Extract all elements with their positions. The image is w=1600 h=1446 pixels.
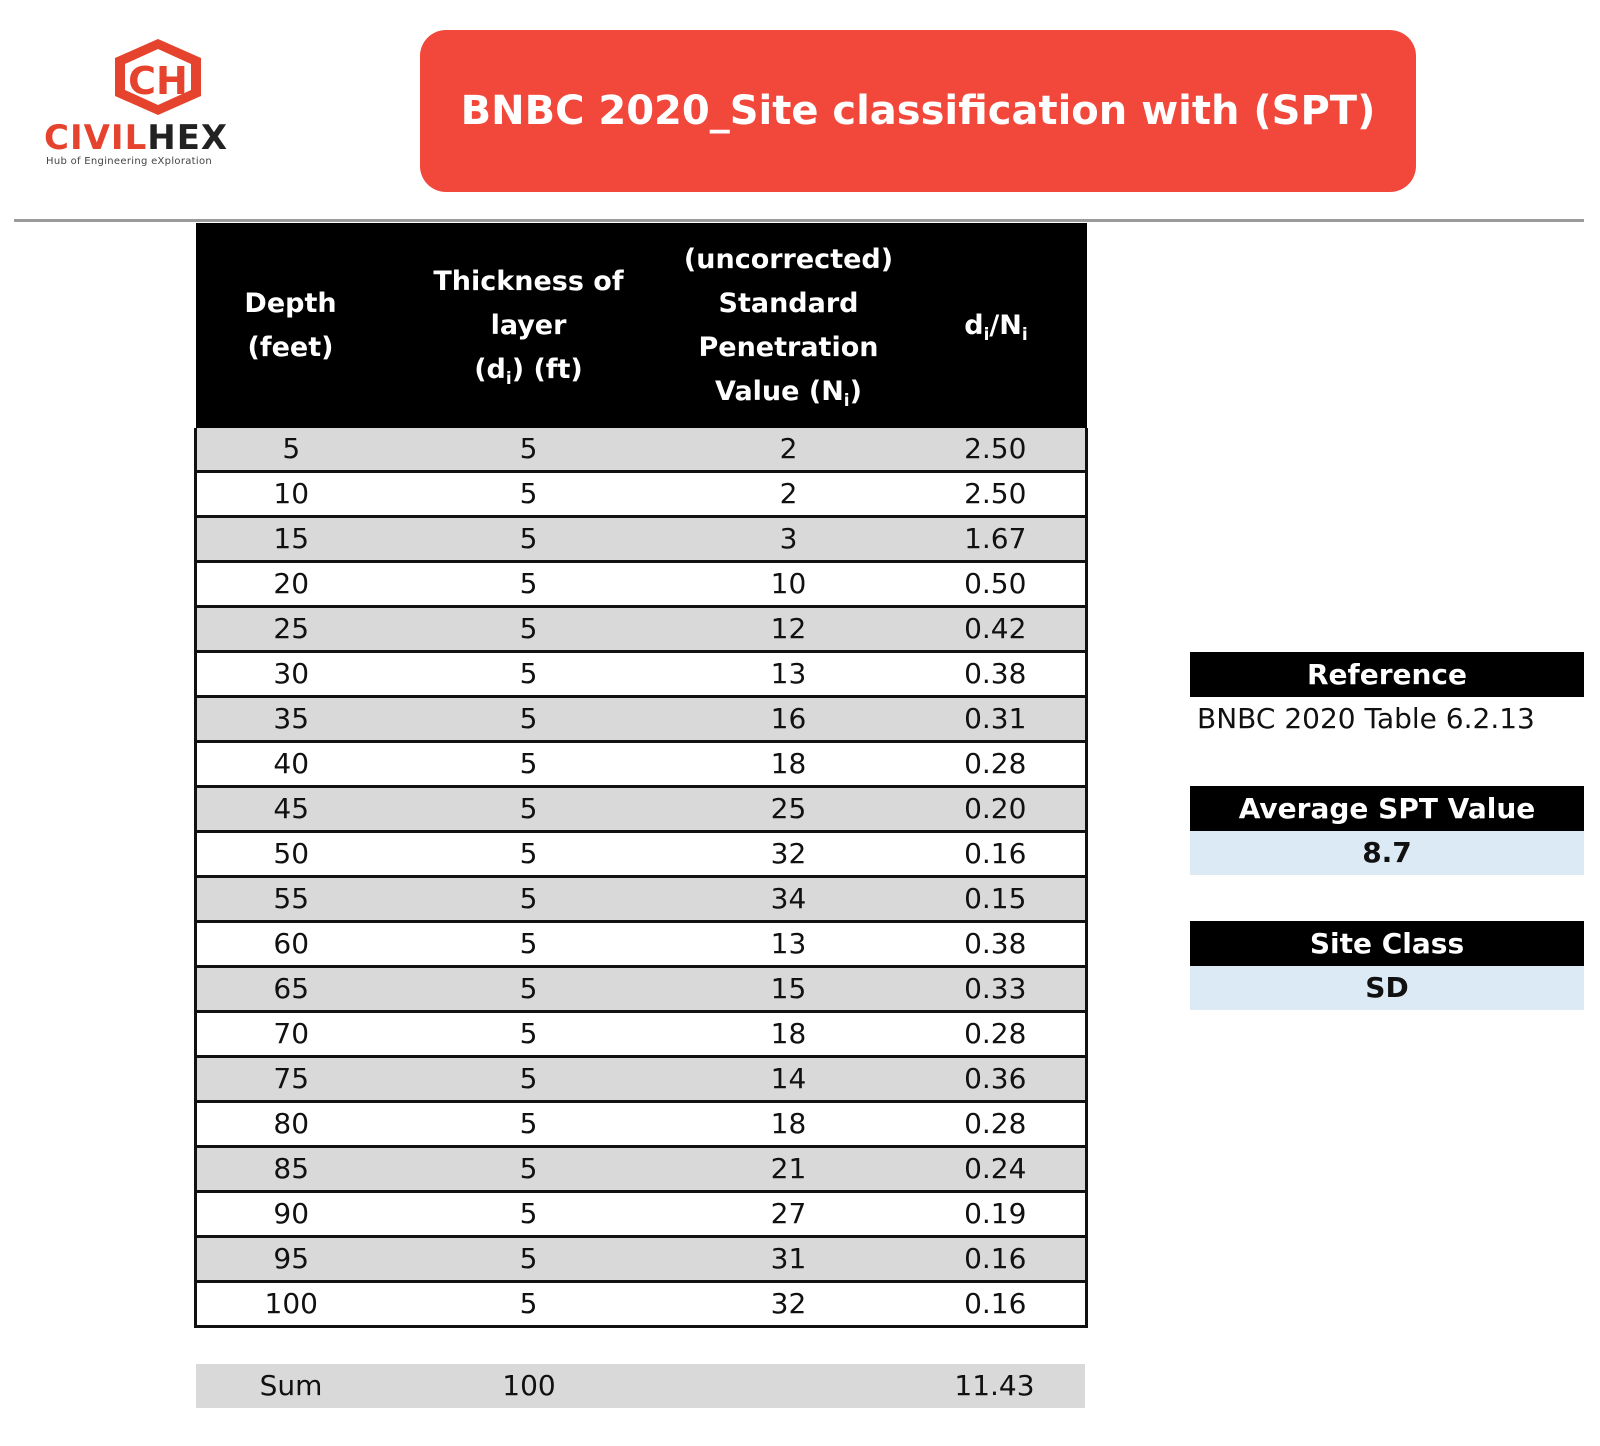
cell-n: 2 (672, 472, 906, 517)
table-row (196, 472, 1087, 517)
cell-ratio: 0.28 (906, 742, 1087, 787)
cell-thickness: 5 (386, 652, 672, 697)
cell-thickness: 5 (386, 922, 672, 967)
table-row (196, 607, 1087, 652)
cell-n: 12 (672, 607, 906, 652)
logo-monogram: CH (128, 59, 188, 103)
avg-spt-value: 8.7 (1190, 831, 1584, 875)
avg-spt-header: Average SPT Value (1190, 786, 1584, 831)
header-divider (14, 219, 1584, 222)
cell-depth: 90 (196, 1192, 386, 1237)
cell-n: 18 (672, 1012, 906, 1057)
cell-depth: 5 (196, 428, 386, 472)
page-title: BNBC 2020_Site classification with (SPT) (460, 88, 1376, 134)
cell-thickness: 5 (386, 1147, 672, 1192)
table-row (196, 877, 1087, 922)
cell-n: 21 (672, 1147, 906, 1192)
cell-thickness: 5 (386, 877, 672, 922)
site-class-header: Site Class (1190, 921, 1584, 966)
table-row (196, 832, 1087, 877)
brand-civil: CIVIL (44, 118, 148, 158)
sum-row (196, 1364, 1085, 1408)
cell-depth: 15 (196, 517, 386, 562)
cell-depth: 40 (196, 742, 386, 787)
cell-depth: 80 (196, 1102, 386, 1147)
cell-ratio: 0.38 (906, 652, 1087, 697)
cell-thickness: 5 (386, 967, 672, 1012)
cell-depth: 30 (196, 652, 386, 697)
table-row (196, 967, 1087, 1012)
cell-thickness: 5 (386, 607, 672, 652)
reference-header: Reference (1190, 652, 1584, 697)
cell-depth: 65 (196, 967, 386, 1012)
cell-ratio: 0.28 (906, 1012, 1087, 1057)
cell-n: 16 (672, 697, 906, 742)
cell-depth: 25 (196, 607, 386, 652)
table-row (196, 697, 1087, 742)
cell-n: 18 (672, 742, 906, 787)
cell-ratio: 0.16 (906, 1282, 1087, 1327)
cell-ratio: 2.50 (906, 428, 1087, 472)
cell-thickness: 5 (386, 1282, 672, 1327)
cell-n: 13 (672, 922, 906, 967)
table-row (196, 428, 1087, 472)
cell-ratio: 0.16 (906, 1237, 1087, 1282)
cell-ratio: 0.24 (906, 1147, 1087, 1192)
cell-depth: 100 (196, 1282, 386, 1327)
cell-n: 13 (672, 652, 906, 697)
table-header-row (196, 223, 1087, 428)
cell-n: 34 (672, 877, 906, 922)
brand-tagline: Hub of Engineering eXploration (46, 156, 213, 167)
table-row (196, 1057, 1087, 1102)
civilhex-logo (44, 36, 274, 176)
cell-thickness: 5 (386, 517, 672, 562)
table-row (196, 922, 1087, 967)
cell-n: 27 (672, 1192, 906, 1237)
cell-thickness: 5 (386, 697, 672, 742)
table-body (196, 428, 1087, 1327)
hexagon-logo-icon (108, 36, 208, 118)
brand-hex: HEX (147, 118, 229, 158)
cell-depth: 70 (196, 1012, 386, 1057)
cell-ratio: 0.38 (906, 922, 1087, 967)
cell-depth: 95 (196, 1237, 386, 1282)
cell-n: 32 (672, 832, 906, 877)
cell-n: 2 (672, 428, 906, 472)
cell-depth: 20 (196, 562, 386, 607)
brand-wordmark (44, 120, 274, 156)
header-depth: Depth (feet) (196, 223, 386, 428)
table-row (196, 652, 1087, 697)
spt-table (194, 223, 1088, 1328)
cell-ratio: 0.19 (906, 1192, 1087, 1237)
cell-depth: 45 (196, 787, 386, 832)
table-row (196, 1147, 1087, 1192)
cell-ratio: 0.20 (906, 787, 1087, 832)
table-row (196, 1282, 1087, 1327)
cell-n: 18 (672, 1102, 906, 1147)
table-row (196, 1012, 1087, 1057)
header-thickness: Thickness of layer $(d_i)$ (ft) (386, 223, 672, 428)
cell-thickness: 5 (386, 562, 672, 607)
cell-thickness: 5 (386, 1192, 672, 1237)
cell-thickness: 5 (386, 787, 672, 832)
cell-ratio: 0.42 (906, 607, 1087, 652)
cell-ratio: 1.67 (906, 517, 1087, 562)
cell-ratio: 0.15 (906, 877, 1087, 922)
cell-ratio: 0.31 (906, 697, 1087, 742)
reference-value: BNBC 2020 Table 6.2.13 (1197, 702, 1535, 735)
cell-ratio: 0.33 (906, 967, 1087, 1012)
table-row (196, 1237, 1087, 1282)
cell-depth: 35 (196, 697, 386, 742)
cell-n: 10 (672, 562, 906, 607)
header-ratio: $d_i/N_i$ (906, 223, 1087, 428)
cell-thickness: 5 (386, 1237, 672, 1282)
cell-thickness: 5 (386, 832, 672, 877)
cell-thickness: 5 (386, 742, 672, 787)
cell-depth: 60 (196, 922, 386, 967)
cell-thickness: 5 (386, 1057, 672, 1102)
cell-n: 32 (672, 1282, 906, 1327)
cell-thickness: 5 (386, 472, 672, 517)
site-class-value: SD (1190, 966, 1584, 1010)
table-row (196, 1192, 1087, 1237)
cell-ratio: 0.36 (906, 1057, 1087, 1102)
cell-thickness: 5 (386, 1102, 672, 1147)
cell-depth: 50 (196, 832, 386, 877)
sum-label: Sum (259, 1369, 323, 1402)
table-row (196, 742, 1087, 787)
cell-depth: 75 (196, 1057, 386, 1102)
cell-n: 14 (672, 1057, 906, 1102)
sum-thickness: 100 (502, 1369, 556, 1402)
table-row (196, 787, 1087, 832)
cell-thickness: 5 (386, 1012, 672, 1057)
cell-depth: 85 (196, 1147, 386, 1192)
sum-ratio: 11.43 (954, 1369, 1035, 1402)
sum-empty (672, 1364, 904, 1408)
cell-thickness: 5 (386, 428, 672, 472)
cell-n: 3 (672, 517, 906, 562)
cell-ratio: 0.28 (906, 1102, 1087, 1147)
table-row (196, 517, 1087, 562)
cell-n: 15 (672, 967, 906, 1012)
cell-n: 25 (672, 787, 906, 832)
cell-depth: 10 (196, 472, 386, 517)
cell-depth: 55 (196, 877, 386, 922)
table-row (196, 562, 1087, 607)
cell-n: 31 (672, 1237, 906, 1282)
cell-ratio: 0.50 (906, 562, 1087, 607)
cell-ratio: 2.50 (906, 472, 1087, 517)
cell-ratio: 0.16 (906, 832, 1087, 877)
header-spt-value: (uncorrected) Standard Penetration Value $(N_i)$ (672, 223, 906, 428)
title-banner (420, 30, 1416, 192)
table-row (196, 1102, 1087, 1147)
